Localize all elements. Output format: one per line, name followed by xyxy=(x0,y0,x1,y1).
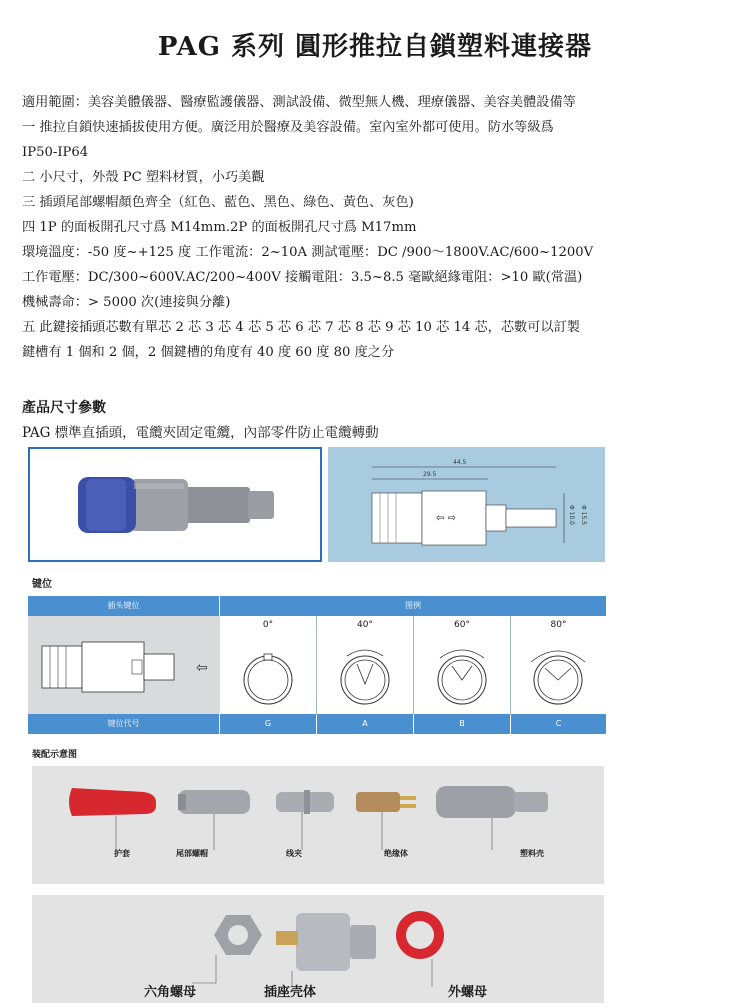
connector-drawing-graphic xyxy=(328,447,605,562)
dim-diameter-large: Φ 15.5 xyxy=(580,505,587,525)
key-plug-image xyxy=(28,616,220,714)
key-diagram-0 xyxy=(220,616,317,714)
dim-part-length: 29.5 xyxy=(423,471,437,478)
key-angle-80: 80° xyxy=(550,620,567,630)
key-angle-0: 0° xyxy=(262,620,274,630)
dim-total-length: 44.5 xyxy=(453,459,467,466)
key-angle-60: 60° xyxy=(454,620,470,630)
key-cell-40 xyxy=(317,616,414,714)
svg-text:⇦: ⇦ xyxy=(196,660,208,676)
section-title: 產品尺寸參數 xyxy=(22,400,106,416)
spec-line-3: 三 插頭尾部螺帽顏色齊全（紅色、藍色、黑色、綠色、黃色、灰色) xyxy=(22,195,414,210)
page-title: PAG 系列 圓形推拉自鎖塑料連接器 xyxy=(157,32,593,62)
assembly-panel-plug xyxy=(32,766,604,884)
key-code-g: G xyxy=(220,714,317,734)
key-code-c: C xyxy=(511,714,606,734)
key-code-a: A xyxy=(317,714,414,734)
dim-diameter-small: Φ 10.0 xyxy=(568,505,575,525)
assembly-label: 装配示意图 xyxy=(32,750,78,760)
spec-line-1: 一 推拉自鎖快速插拔使用方便。廣泛用於醫療及美容設備。室內室外都可使用。防水等級爲 xyxy=(22,120,554,135)
key-diagram-40 xyxy=(317,616,414,714)
part-label-cable-clamp: 线夹 xyxy=(286,849,302,858)
part-label-sleeve: 护套 xyxy=(114,849,130,858)
assembly-panel-socket xyxy=(32,895,604,1003)
key-table-head-right: 图例 xyxy=(220,596,606,616)
spec-line-life: 機械壽命：> 5000 次(連接與分離) xyxy=(22,295,231,310)
key-table xyxy=(28,596,606,734)
key-code-b: B xyxy=(414,714,511,734)
spec-line-keyway: 鍵槽有 1 個和 2 個，2 個鍵槽的角度有 40 度 60 度 80 度之分 xyxy=(22,345,395,360)
key-table-foot-left: 键位代号 xyxy=(28,714,220,734)
spec-line-2: 二 小尺寸，外殼 PC 塑料材質，小巧美觀 xyxy=(22,170,265,185)
spec-line-5: 五 此鍵接插頭芯數有單芯 2 芯 3 芯 4 芯 5 芯 6 芯 7 芯 8 芯 9 芯 10 芯 14 芯，芯數可以訂製 xyxy=(22,320,580,335)
spec-line-application: 適用範圍：美容美體儀器、醫療監護儀器、測試設備、微型無人機、理療儀器、美容美體設備等 xyxy=(22,95,576,110)
plug-parts-graphic xyxy=(32,766,604,884)
key-cell-80 xyxy=(511,616,606,714)
part-label-plastic-shell: 塑料壳 xyxy=(520,849,544,858)
connector-photo-graphic xyxy=(30,449,320,560)
key-cell-60 xyxy=(414,616,511,714)
spec-line-voltage: 工作電壓：DC/300~600V.AC/200~400V 接觸電阻：3.5~8.5 毫歐絕緣電阻：>10 歐(常溫) xyxy=(22,270,583,285)
svg-text:⇦ ⇨: ⇦ ⇨ xyxy=(436,513,456,524)
part-label-insulator: 绝缘体 xyxy=(384,849,408,858)
part-label-tail-nut: 尾部螺帽 xyxy=(176,849,208,858)
part-label-hex-nut: 六角螺母 xyxy=(144,985,197,1000)
technical-drawing xyxy=(328,447,605,562)
spec-line-ip: IP50-IP64 xyxy=(22,145,89,160)
section-subtitle: PAG 標準直插頭，電纜夾固定電纜，內部零件防止電纜轉動 xyxy=(22,425,379,441)
part-label-outer-nut: 外螺母 xyxy=(448,985,488,1000)
key-table-head-left: 插头键位 xyxy=(28,596,220,616)
key-angle-40: 40° xyxy=(357,620,373,630)
key-cell-0 xyxy=(220,616,317,714)
plug-key-graphic xyxy=(28,616,220,714)
key-table-label: 键位 xyxy=(32,579,52,590)
key-diagram-80 xyxy=(511,616,606,714)
key-diagram-60 xyxy=(414,616,511,714)
spec-line-temperature: 環境溫度：-50 度~+125 度 工作電流：2~10A 測試電壓：DC /900～1800V.AC/600~1200V xyxy=(22,245,594,260)
spec-line-4: 四 1P 的面板開孔尺寸爲 M14mm.2P 的面板開孔尺寸爲 M17mm xyxy=(22,220,417,235)
socket-parts-graphic xyxy=(32,895,604,1003)
product-photo xyxy=(28,447,322,562)
part-label-socket-shell: 插座壳体 xyxy=(264,985,317,1000)
